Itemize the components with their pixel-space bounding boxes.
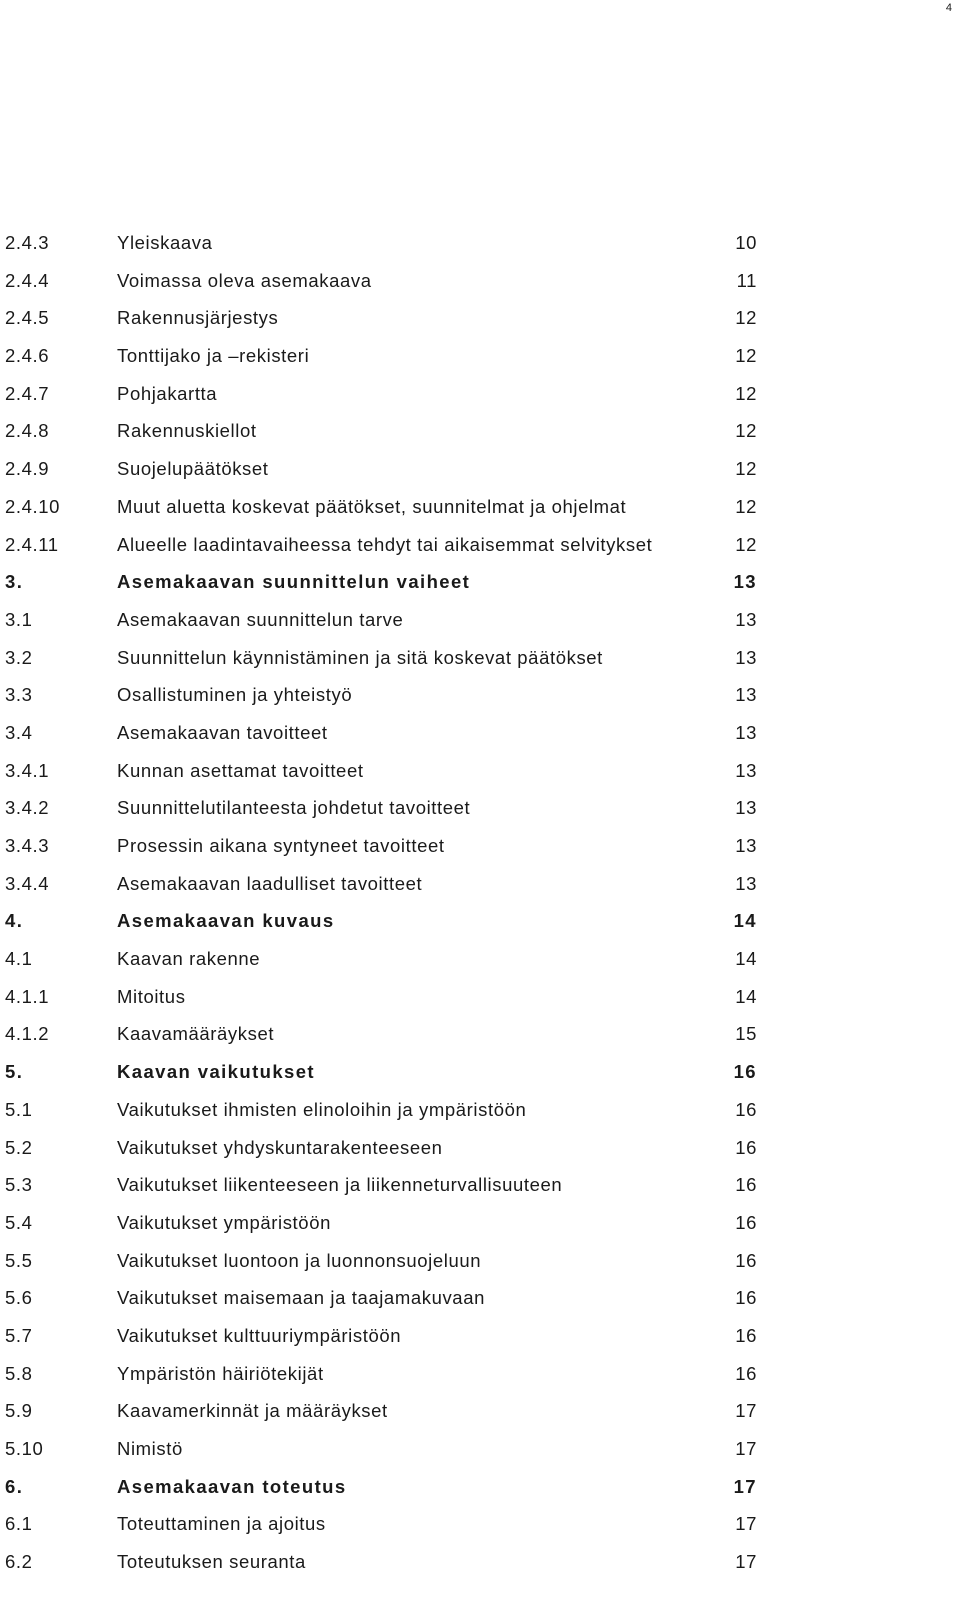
toc-section-title: Mitoitus (117, 985, 186, 1007)
toc-row (0, 1172, 960, 1210)
toc-section-number: 4.1 (5, 948, 33, 970)
toc-chapter-row (0, 569, 960, 607)
toc-section-title: Asemakaavan laadulliset tavoitteet (117, 872, 423, 894)
toc-section-number: 6.2 (5, 1551, 33, 1573)
toc-row (0, 1210, 960, 1248)
toc-page-number: 12 (735, 533, 757, 555)
toc-section-title: Kaavan vaikutukset (117, 1061, 315, 1083)
toc-row (0, 343, 960, 381)
toc-row (0, 268, 960, 306)
toc-page-number: 14 (735, 985, 757, 1007)
toc-section-number: 2.4.8 (5, 420, 50, 442)
toc-section-number: 3.3 (5, 684, 33, 706)
toc-section-title: Vaikutukset maisemaan ja taajamakuvaan (117, 1287, 485, 1309)
toc-section-title: Asemakaavan toteutus (117, 1475, 347, 1497)
toc-page-number: 16 (735, 1136, 757, 1158)
toc-page-number: 16 (735, 1174, 757, 1196)
toc-page-number: 13 (733, 571, 757, 593)
toc-row (0, 1285, 960, 1323)
toc-page-number: 17 (735, 1551, 757, 1573)
toc-page-number: 13 (735, 684, 757, 706)
toc-page-number: 13 (735, 646, 757, 668)
toc-section-number: 3.4.4 (5, 872, 50, 894)
toc-section-title: Vaikutukset luontoon ja luonnonsuojeluun (117, 1249, 482, 1271)
toc-section-number: 2.4.7 (5, 382, 50, 404)
toc-page-number: 16 (735, 1249, 757, 1271)
toc-row (0, 682, 960, 720)
toc-page-number: 13 (735, 721, 757, 743)
toc-page-number: 14 (735, 948, 757, 970)
toc-section-title: Muut aluetta koskevat päätökset, suunnitelmat ja ohjelmat (117, 495, 627, 517)
toc-section-number: 2.4.10 (5, 495, 61, 517)
toc-row (0, 720, 960, 758)
toc-section-title: Vaikutukset ihmisten elinoloihin ja ympäristöön (117, 1098, 527, 1120)
page-number: 4 (945, 2, 952, 14)
toc-section-number: 3.4.1 (5, 759, 50, 781)
toc-row (0, 1248, 960, 1286)
toc-section-number: 3. (5, 571, 24, 593)
toc-section-title: Rakennuskiellot (117, 420, 257, 442)
toc-page-number: 13 (735, 872, 757, 894)
toc-row (0, 1436, 960, 1474)
toc-row (0, 758, 960, 796)
toc-section-title: Kaavan rakenne (117, 948, 261, 970)
toc-chapter-row (0, 1059, 960, 1097)
toc-section-title: Suunnittelun käynnistäminen ja sitä koskevat päätökset (117, 646, 603, 668)
toc-section-title: Tonttijako ja –rekisteri (117, 345, 310, 367)
toc-section-number: 3.1 (5, 608, 33, 630)
toc-section-title: Kaavamerkinnät ja määräykset (117, 1400, 388, 1422)
toc-page-number: 12 (735, 420, 757, 442)
toc-section-number: 3.4 (5, 721, 33, 743)
toc-section-number: 3.4.2 (5, 797, 50, 819)
toc-section-title: Asemakaavan suunnittelun tarve (117, 608, 404, 630)
toc-section-title: Suunnittelutilanteesta johdetut tavoitteet (117, 797, 471, 819)
toc-page-number: 16 (735, 1211, 757, 1233)
toc-row (0, 984, 960, 1022)
toc-page-number: 13 (735, 608, 757, 630)
toc-section-title: Asemakaavan tavoitteet (117, 721, 328, 743)
toc-section-number: 2.4.9 (5, 458, 50, 480)
toc-row (0, 1398, 960, 1436)
toc-page-number: 13 (735, 835, 757, 856)
toc-chapter-row (0, 908, 960, 946)
toc-page-number: 12 (735, 458, 757, 480)
toc-section-number: 5.7 (5, 1324, 33, 1346)
toc-section-number: 5.3 (5, 1174, 33, 1196)
toc-page-number: 12 (735, 382, 757, 404)
toc-row (0, 607, 960, 645)
toc-section-number: 4.1.1 (5, 985, 50, 1007)
toc-section-number: 4. (5, 910, 24, 932)
toc-section-title: Osallistuminen ja yhteistyö (117, 684, 353, 706)
toc-section-title: Suojelupäätökset (117, 458, 269, 480)
toc-page-number: 10 (735, 232, 757, 253)
toc-page-number: 14 (733, 910, 757, 932)
toc-section-title: Asemakaavan kuvaus (117, 910, 335, 932)
toc-section-title: Prosessin aikana syntyneet tavoitteet (117, 835, 445, 856)
toc-row (0, 1097, 960, 1135)
toc-section-title: Asemakaavan suunnittelun vaiheet (117, 571, 471, 593)
toc-section-number: 2.4.5 (5, 307, 50, 329)
toc-section-number: 2.4.11 (5, 533, 59, 555)
toc-page-number: 16 (735, 1324, 757, 1346)
toc-page-number: 16 (735, 1362, 757, 1384)
toc-section-number: 5.1 (5, 1098, 33, 1120)
toc-row (0, 795, 960, 833)
toc-section-number: 5. (5, 1061, 24, 1083)
toc-row (0, 871, 960, 909)
toc-row (0, 381, 960, 419)
toc-page-number: 11 (736, 269, 757, 291)
toc-section-number: 5.4 (5, 1211, 33, 1233)
table-of-contents (0, 230, 960, 1587)
toc-section-title: Ympäristön häiriötekijät (117, 1362, 324, 1384)
toc-page-number: 17 (735, 1400, 757, 1422)
toc-section-title: Toteutuksen seuranta (117, 1551, 306, 1573)
toc-row (0, 833, 960, 871)
toc-page-number: 17 (735, 1513, 757, 1535)
toc-page-number: 12 (735, 495, 757, 517)
toc-row (0, 1135, 960, 1173)
toc-section-title: Pohjakartta (117, 382, 218, 404)
toc-section-title: Vaikutukset liikenteeseen ja liikenneturvallisuuteen (117, 1174, 563, 1196)
toc-row (0, 230, 960, 268)
toc-page-number: 16 (735, 1287, 757, 1309)
toc-section-number: 5.6 (5, 1287, 33, 1309)
toc-section-number: 5.8 (5, 1362, 33, 1384)
toc-row (0, 1549, 960, 1587)
toc-section-number: 6. (5, 1475, 24, 1497)
toc-row (0, 418, 960, 456)
toc-row (0, 1323, 960, 1361)
toc-section-title: Nimistö (117, 1438, 183, 1459)
toc-section-title: Kunnan asettamat tavoitteet (117, 759, 364, 781)
toc-page-number: 16 (735, 1098, 757, 1120)
toc-row (0, 494, 960, 532)
toc-section-number: 4.1.2 (5, 1023, 50, 1045)
toc-section-title: Kaavamääräykset (117, 1023, 275, 1045)
toc-section-title: Yleiskaava (117, 232, 213, 253)
toc-section-number: 2.4.6 (5, 345, 50, 367)
toc-page-number: 12 (735, 345, 757, 367)
toc-row (0, 946, 960, 984)
toc-page-number: 13 (735, 797, 757, 819)
toc-section-title: Voimassa oleva asemakaava (117, 269, 372, 291)
toc-section-number: 2.4.3 (5, 232, 50, 253)
toc-chapter-row (0, 1474, 960, 1512)
toc-row (0, 305, 960, 343)
toc-page-number: 17 (735, 1438, 757, 1459)
toc-section-title: Toteuttaminen ja ajoitus (117, 1513, 326, 1535)
toc-section-number: 2.4.4 (5, 269, 50, 291)
toc-section-title: Alueelle laadintavaiheessa tehdyt tai aikaisemmat selvitykset (117, 533, 653, 555)
toc-page-number: 17 (733, 1475, 757, 1497)
toc-section-number: 3.2 (5, 646, 33, 668)
toc-page-number: 13 (735, 759, 757, 781)
toc-section-number: 5.9 (5, 1400, 33, 1422)
toc-row (0, 645, 960, 683)
toc-row (0, 1361, 960, 1399)
toc-section-title: Rakennusjärjestys (117, 307, 279, 329)
toc-section-number: 5.10 (5, 1438, 44, 1459)
toc-row (0, 532, 960, 570)
toc-section-number: 5.2 (5, 1136, 33, 1158)
toc-row (0, 1021, 960, 1059)
toc-section-title: Vaikutukset kulttuuriympäristöön (117, 1324, 402, 1346)
toc-section-number: 3.4.3 (5, 835, 50, 856)
toc-section-number: 6.1 (5, 1513, 33, 1535)
toc-page-number: 15 (735, 1023, 757, 1045)
toc-page-number: 12 (735, 307, 757, 329)
toc-row (0, 1511, 960, 1549)
toc-section-title: Vaikutukset ympäristöön (117, 1211, 331, 1233)
toc-section-title: Vaikutukset yhdyskuntarakenteeseen (117, 1136, 443, 1158)
toc-section-number: 5.5 (5, 1249, 33, 1271)
toc-row (0, 456, 960, 494)
toc-page-number: 16 (733, 1061, 757, 1083)
